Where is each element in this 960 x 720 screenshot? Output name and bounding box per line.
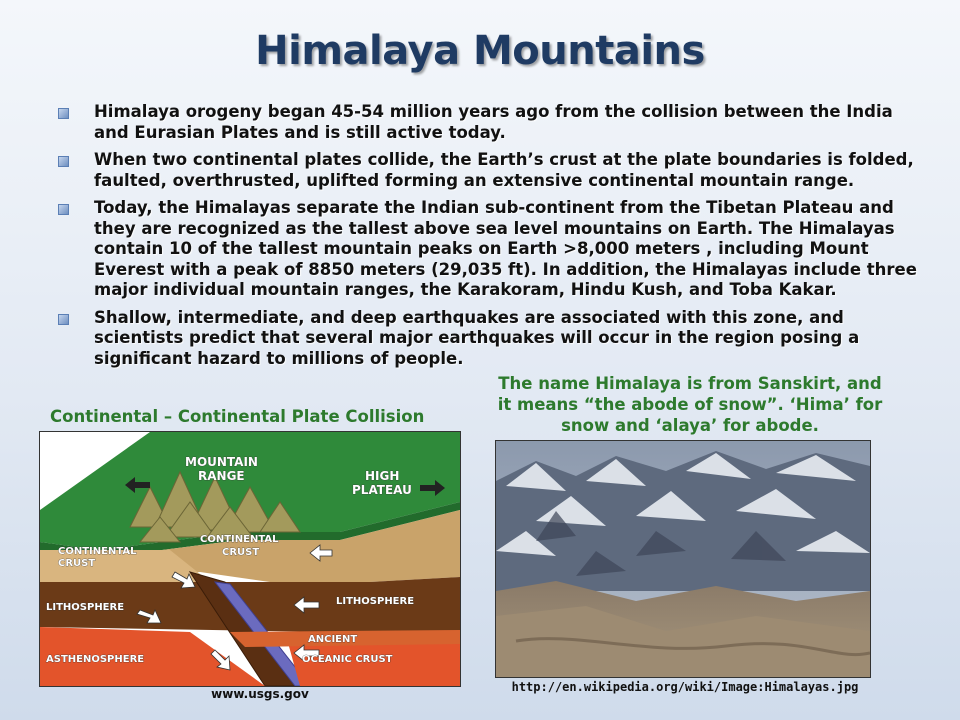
- square-bullet-icon: [58, 108, 69, 119]
- high-plateau-label: PLATEAU: [352, 483, 412, 497]
- bullet-item: [56, 150, 921, 191]
- photo-source: http://en.wikipedia.org/wiki/Image:Himalayas.jpg: [511, 680, 859, 694]
- bullet-text: Himalaya orogeny began 45-54 million years ago from the collision between the India and Eurasian Plates and is still active today.: [94, 102, 893, 142]
- asthenosphere-label: ASTHENOSPHERE: [46, 654, 145, 665]
- continental-crust-label: CRUST: [58, 558, 96, 569]
- bullet-list: [56, 102, 921, 376]
- oceanic-crust-label: ANCIENT: [308, 634, 358, 645]
- continental-crust-label: CRUST: [222, 547, 260, 558]
- mountain-range-label: MOUNTAIN: [185, 455, 258, 469]
- oceanic-crust-label: OCEANIC CRUST: [302, 654, 393, 665]
- square-bullet-icon: [58, 204, 69, 215]
- bullet-text: When two continental plates collide, the Earth’s crust at the plate boundaries is folded, faulted, overthrusted, uplifted forming an extensive continental mountain range.: [94, 150, 914, 190]
- bullet-item: [56, 102, 921, 143]
- bullet-item: [56, 198, 921, 301]
- continental-crust-label: CONTINENTAL: [200, 534, 279, 545]
- square-bullet-icon: [58, 156, 69, 167]
- square-bullet-icon: [58, 314, 69, 325]
- slide-title: Himalaya Mountains: [255, 28, 705, 74]
- bullet-text: Shallow, intermediate, and deep earthquakes are associated with this zone, and scientists predict that several major earthquakes will occur in the region posing a significant hazard to millions of people.: [94, 307, 860, 368]
- high-plateau-label: HIGH: [365, 469, 400, 483]
- himalayas-photo: [495, 440, 871, 678]
- continental-crust-label: CONTINENTAL: [58, 546, 137, 557]
- mountain-range-label: RANGE: [198, 469, 245, 483]
- plate-collision-diagram: [39, 431, 461, 687]
- mountain-photo-illustration: [496, 441, 870, 677]
- lithosphere-label: LITHOSPHERE: [336, 596, 415, 607]
- bullet-item: [56, 308, 921, 370]
- diagram-caption: Continental – Continental Plate Collision: [50, 407, 425, 426]
- lithosphere-label: LITHOSPHERE: [46, 602, 125, 613]
- plate-collision-illustration: [40, 432, 460, 686]
- photo-caption: The name Himalaya is from Sanskirt, and it means “the abode of snow”. ‘Hima’ for snow and ‘alaya’ for abode.: [497, 374, 883, 435]
- diagram-source: www.usgs.gov: [211, 687, 309, 701]
- bullet-text: Today, the Himalayas separate the Indian sub-continent from the Tibetan Plateau and they are recognized as the tallest above sea level mountains on Earth. The Himalayas contain 10 of the tallest mountain peaks on Earth >8,000 meters , including Mount Everest with a peak of 8850 meters (29,035 ft). In addition, the Himalayas include three major individual mountain ranges, the Karakoram, Hindu Kush, and Toba Kakar.: [94, 198, 917, 299]
